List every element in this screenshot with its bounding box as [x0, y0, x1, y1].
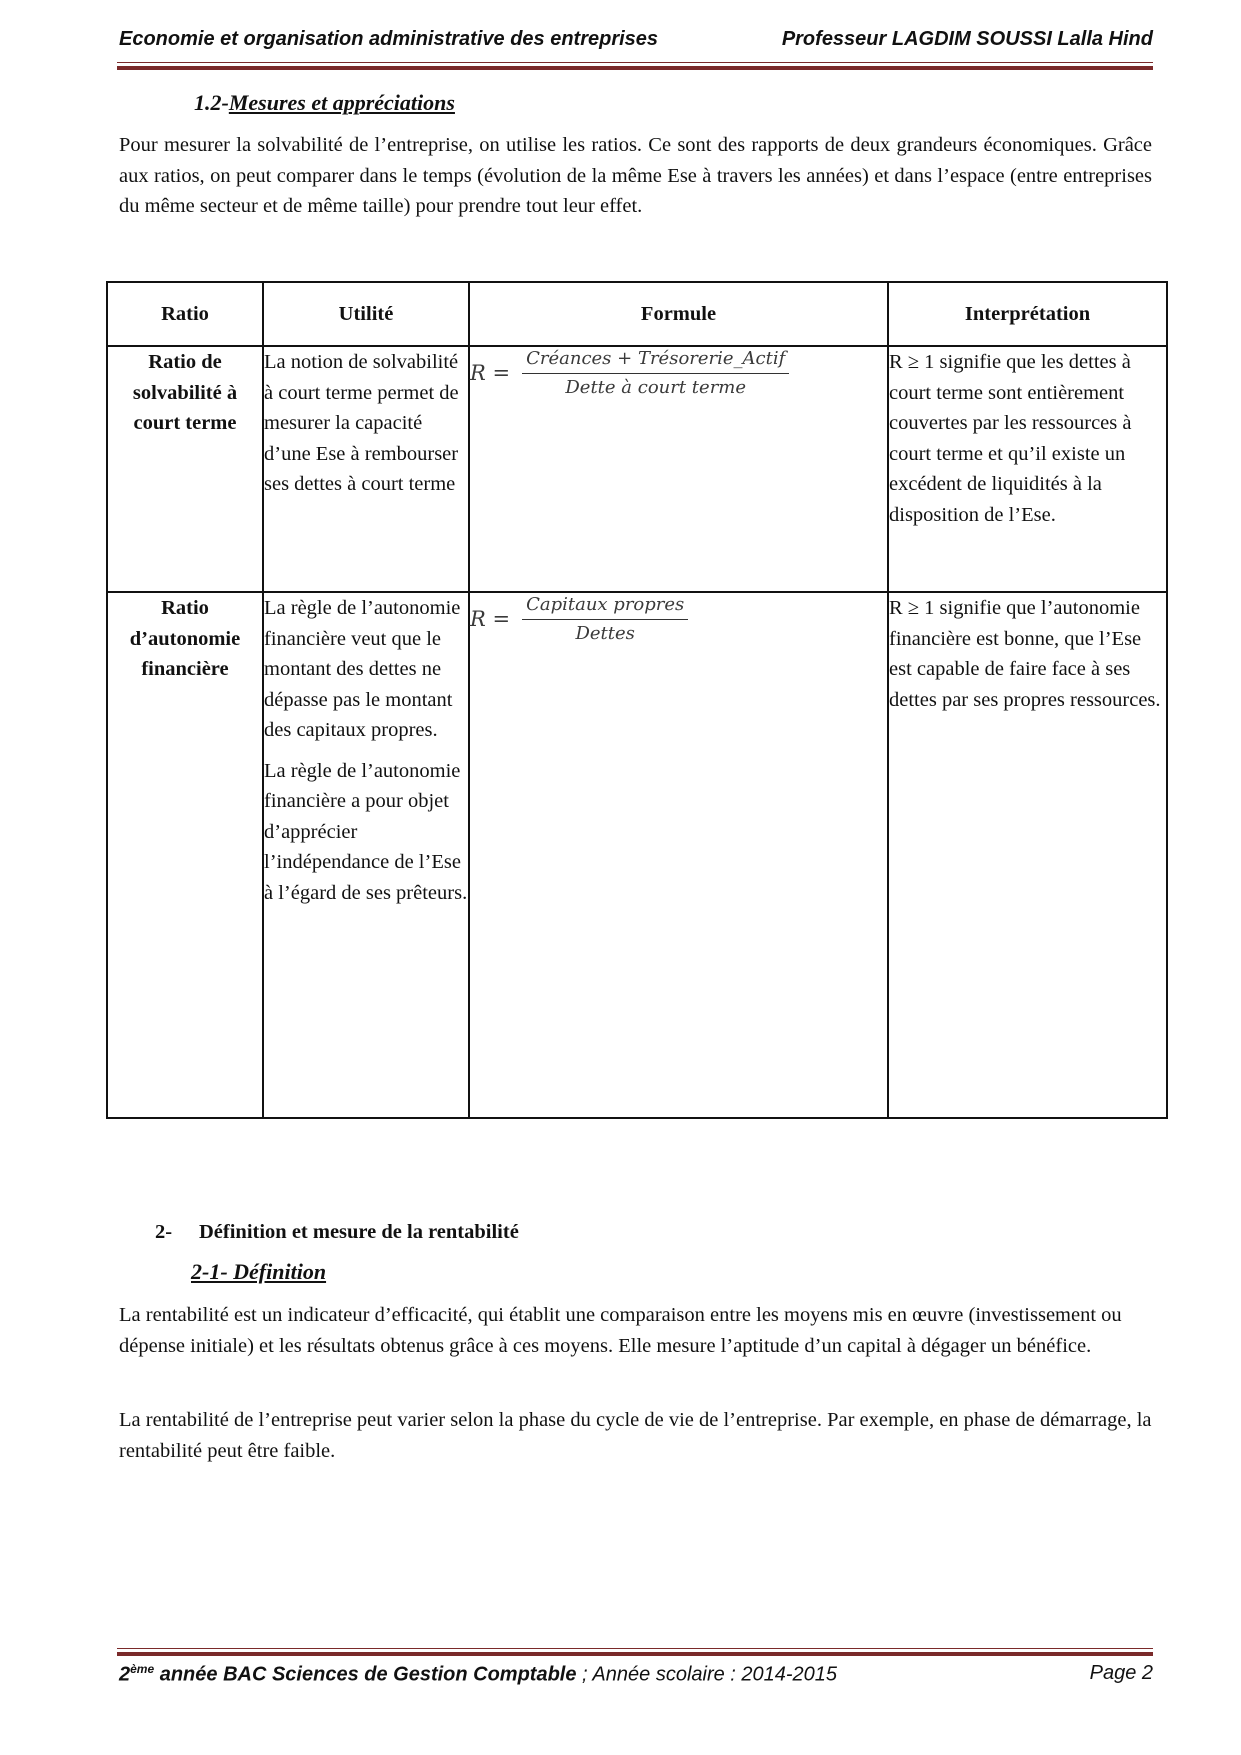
header-rule-thick: [117, 66, 1153, 70]
formula-r: R =: [470, 607, 511, 632]
formula-fraction: [522, 593, 688, 646]
formula-cell: [469, 592, 888, 1118]
interpretation-cell: R ≥ 1 signifie que l’autonomie financière est bonne, que l’Ese est capable de faire face à ses dettes par ses propres ressources.: [888, 592, 1167, 1118]
section-2-title: Définition et mesure de la rentabilité: [199, 1221, 519, 1243]
section-2-heading: [155, 1221, 519, 1244]
header-interpretation: Interprétation: [888, 282, 1167, 346]
header-course-title: Economie et organisation administrative des entreprises: [119, 28, 659, 50]
utilite-cell: [263, 592, 469, 1118]
footer-program: [119, 1662, 837, 1687]
footer-rule-thick: [117, 1652, 1153, 1656]
page-number: Page 2: [1089, 1662, 1153, 1684]
formula-denominator: Dettes: [575, 623, 635, 644]
rentabilite-paragraph-1: La rentabilité est un indicateur d’efficacité, qui établit une comparaison entre les moyens mis en œuvre (investissement ou dépense initiale) et les résultats obtenus grâce à ces moyens. Elle mesure l’aptitude d’un capital à dégager un bénéfice.: [119, 1304, 1122, 1357]
header-ratio: Ratio: [107, 282, 263, 346]
ratio-name: Ratio de solvabilité à court terme: [107, 346, 263, 592]
formula-fraction: [522, 347, 789, 400]
utilite-text: La règle de l’autonomie financière a pour objet d’apprécier l’indépendance de l’Ese à l’égard de ses prêteurs.: [264, 759, 468, 904]
intro-paragraph: Pour mesurer la solvabilité de l’entreprise, on utilise les ratios. Ce sont des rapports de deux grandeurs économiques. Grâce aux ratios, on peut comparer dans le temps (évolution de la même Ese à travers les années) et dans l’espace (entre entreprises du même secteur et de même taille) pour prendre tout leur effet.: [119, 134, 1152, 217]
header-formule: Formule: [469, 282, 888, 346]
footer-level: 2: [119, 1663, 131, 1686]
formula: [470, 347, 789, 400]
formula-numerator: Créances + Trésorerie_Actif: [522, 347, 789, 374]
ratio-name: Ratio d’autonomie financière: [107, 592, 263, 1118]
formula-denominator: Dette à court terme: [565, 377, 747, 398]
utilite-cell: [263, 346, 469, 592]
utilite-text: La règle de l’autonomie financière veut que le montant des dettes ne dépasse pas le montant des capitaux propres.: [264, 597, 461, 741]
footer-level-sup: ème: [130, 1662, 155, 1676]
formula-r: R =: [470, 361, 511, 386]
table-header-row: [107, 282, 1167, 346]
footer-rule-thin: [117, 1648, 1153, 1649]
ratios-table: [106, 281, 1168, 1119]
footer-year: ; Année scolaire : 2014-2015: [576, 1663, 838, 1686]
section-1-2-heading: [194, 90, 455, 116]
formula-cell: [469, 346, 888, 592]
header-utilite: Utilité: [263, 282, 469, 346]
table-row: [107, 592, 1167, 1118]
footer-program-name: année BAC Sciences de Gestion Comptable: [154, 1663, 577, 1686]
header-professor: Professeur LAGDIM SOUSSI Lalla Hind: [781, 28, 1153, 50]
section-number: 1.2-: [194, 90, 229, 115]
rentabilite-paragraph-2: La rentabilité de l’entreprise peut varier selon la phase du cycle de vie de l’entreprise. Par exemple, en phase de démarrage, la rentabilité peut être faible.: [119, 1409, 1152, 1462]
formula: [470, 593, 688, 646]
section-title: Mesures et appréciations: [228, 90, 455, 115]
section-2-1-heading: 2-1- Définition: [191, 1259, 327, 1284]
table-row: [107, 346, 1167, 592]
utilite-text: La notion de solvabilité à court terme permet de mesurer la capacité d’une Ese à rembourser ses dettes à court terme: [264, 351, 459, 495]
formula-numerator: Capitaux propres: [522, 593, 688, 620]
section-2-number: 2-: [155, 1221, 173, 1243]
header-rule-thin: [117, 62, 1153, 63]
interpretation-cell: R ≥ 1 signifie que les dettes à court terme sont entièrement couvertes par les ressources à court terme et qu’il existe un excédent de liquidités à la disposition de l’Ese.: [888, 346, 1167, 592]
